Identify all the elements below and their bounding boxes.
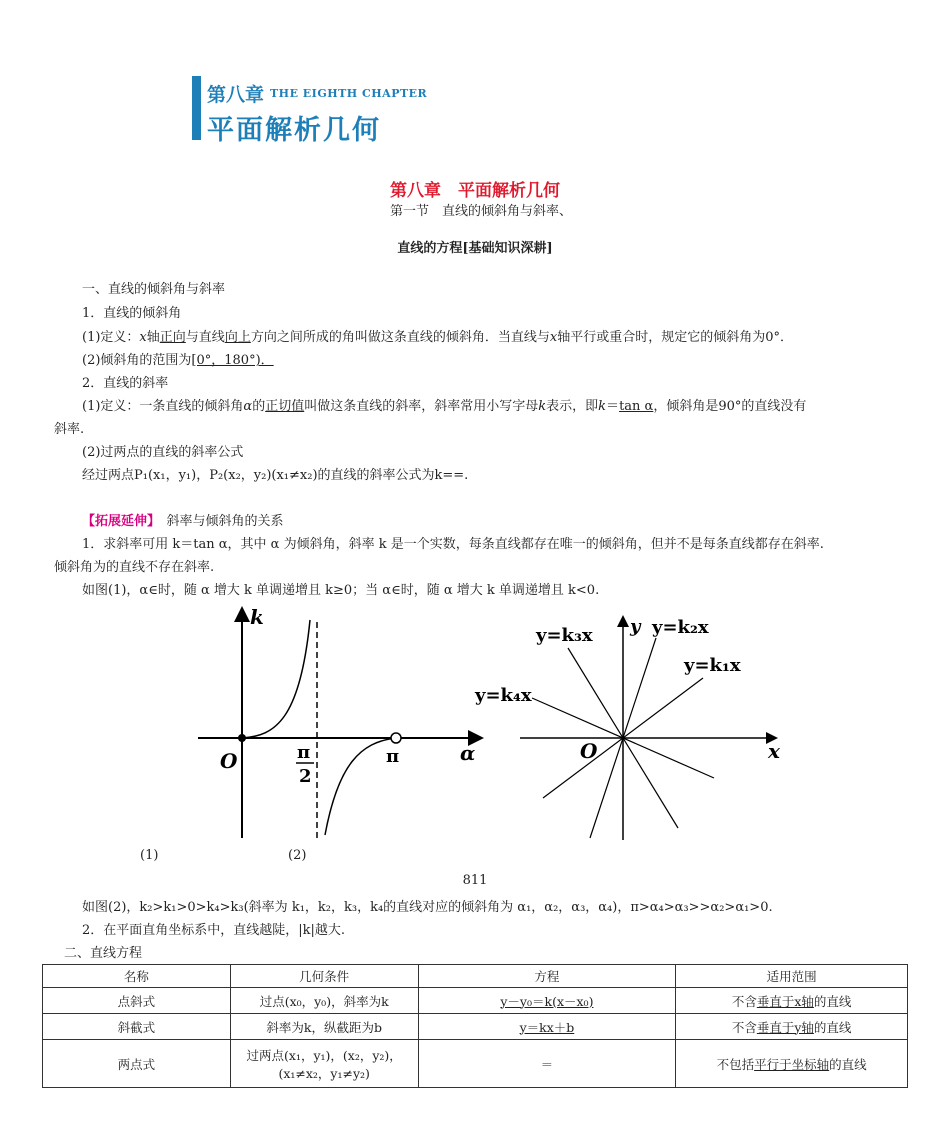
definition-slope: (1)定义：一条直线的倾斜角α的正切值叫做这条直线的斜率，斜率常用小写字母k表示，即k＝tan α，倾斜角是90°的直线没有 (82, 399, 807, 414)
col-header-name: 名称 (43, 965, 231, 988)
fig1-pi-half-num: π (297, 742, 311, 763)
part1-s2: 2．直线的斜率 (82, 376, 169, 391)
table-row: 点斜式 过点(x₀，y₀)，斜率为k y－y₀＝k(x－x₀) 不含垂直于x轴的直线 (43, 988, 908, 1014)
fig2-explanation: 如图(2)，k₂>k₁>0>k₄>k₃(斜率为 k₁，k₂，k₃，k₄的直线对应的倾斜角为 α₁，α₂，α₃，α₄)，π>α₄>α₃>>α₂>α₁>0. (82, 900, 773, 915)
part1-s1: 1．直线的倾斜角 (82, 306, 182, 321)
line-equation-table (42, 964, 908, 1088)
extension-tag: 【拓展延伸】 (82, 514, 154, 529)
fig2-x-label: x (768, 739, 780, 763)
fig2-origin-label: O (580, 739, 598, 763)
slope-formula-heading: (2)过两点的直线的斜率公式 (82, 445, 244, 460)
definition-inclination: (1)定义：x轴正向与直线向上方向之间所成的角叫做这条直线的倾斜角．当直线与x轴平行或重合时，规定它的倾斜角为0°． (82, 330, 793, 345)
col-header-condition: 几何条件 (230, 965, 418, 988)
fig2-label-k3: y=k₃x (536, 625, 593, 646)
fig1-origin-dot (238, 734, 246, 742)
table-row: 两点式 过两点(x₁，y₁)，(x₂，y₂)， (x₁≠x₂，y₁≠y₂) ＝ 不包括平行于坐标轴的直线 (43, 1040, 908, 1088)
banner-title: 平面解析几何 (207, 115, 381, 146)
extension-p1c: 如图(1)，α∈时，随 α 增大 k 单调递增且 k≥0；当 α∈时，随 α 增大 k 单调递增且 k<0. (82, 583, 600, 598)
figure-tan-curve (190, 600, 490, 845)
part2-heading: 二、直线方程 (64, 946, 143, 961)
chapter-title: 第八章 平面解析几何 (390, 181, 560, 201)
fig1-origin-label: O (220, 749, 238, 773)
fig1-alpha-label: α (460, 741, 476, 765)
extension-p1a: 1．求斜率可用 k＝tan α，其中 α 为倾斜角，斜率 k 是一个实数，每条直线都存在唯一的倾斜角，但并不是每条直线都存在斜率. (82, 537, 824, 552)
fig1-k-label: k (250, 605, 264, 629)
section-title: 第一节 直线的倾斜角与斜率、 (390, 204, 573, 219)
extension-p1b: 倾斜角为的直线不存在斜率. (54, 560, 215, 575)
fig2-label-k2: y=k₂x (652, 617, 709, 638)
banner-chapter-en: THE EIGHTH CHAPTER (270, 87, 428, 100)
fig1-caption: (1) (140, 848, 159, 863)
part1-heading: 一、直线的倾斜角与斜率 (82, 282, 226, 297)
figure-lines (470, 610, 790, 845)
fig2-caption: (2) (288, 848, 307, 863)
fig1-pi-label: π (386, 746, 400, 767)
col-header-equation: 方程 (418, 965, 676, 988)
fig2-label-k1: y=k₁x (684, 655, 741, 676)
banner-bar (192, 76, 201, 140)
extension-heading: 【拓展延伸】 斜率与倾斜角的关系 (82, 514, 284, 529)
definition-slope-cont: 斜率. (54, 422, 85, 437)
col-header-scope: 适用范围 (676, 965, 908, 988)
steepness-note: 2．在平面直角坐标系中，直线越陡，|k|越大. (82, 923, 346, 938)
fig1-curve-left (242, 620, 310, 738)
section-subtitle: 直线的方程[基础知识深耕] (397, 241, 553, 256)
table-row: 斜截式 斜率为k，纵截距为b y＝kx＋b 不含垂直于y轴的直线 (43, 1014, 908, 1040)
fig2-label-k4: y=k₄x (475, 685, 532, 706)
fig1-pi-open-dot (391, 733, 401, 743)
page-number: 811 (462, 873, 488, 888)
fig1-pi-half-den: 2 (299, 766, 312, 787)
inclination-range: (2)倾斜角的范围为[0°，180°)． (82, 353, 274, 368)
fig2-y-label: y (630, 616, 641, 637)
slope-formula: 经过两点P₁(x₁，y₁)，P₂(x₂，y₂)(x₁≠x₂)的直线的斜率公式为k==. (82, 468, 469, 483)
banner-chapter: 第八章 (207, 84, 265, 106)
